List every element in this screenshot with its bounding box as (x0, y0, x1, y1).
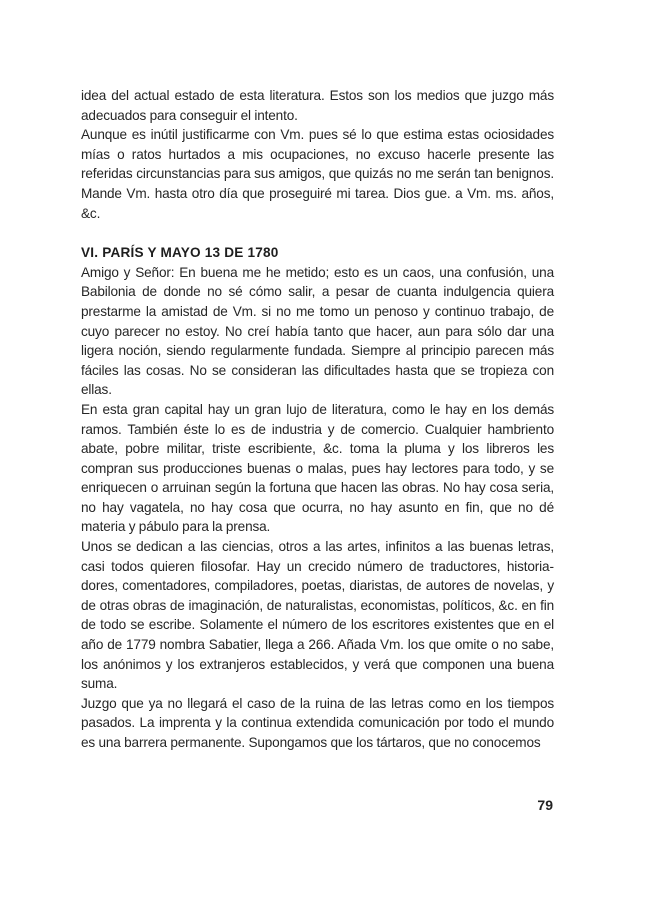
paragraph-capital-literature: En esta gran capital hay un gran lujo de literatura, como le hay en los demás ramos. También éste lo es de industria y de comercio. Cualquier hambriento abate, pobre militar, triste escribiente, &c. toma la pluma y los libreros les compran sus producciones buenas o malas, pues hay lectores para todo, y se enriquecen o arruinan según la fortuna que hacen las obras. No hay cosa seria, no hay vagatela, no hay cosa que ocurra, no hay asunto en fin, que no dé materia y pábulo para la prensa. (81, 401, 554, 535)
section-heading: VI. PARÍS Y MAYO 13 DE 1780 (81, 245, 279, 261)
paragraph-writers: Unos se dedican a las ciencias, otros a las artes, infinitos a las buenas letras, casi todos quieren filosofar. Hay un crecido número de traductores, historiadores, comentadores, compiladores, poetas, diaristas, de autores de novelas, y de otras obras de imaginación, de naturalistas, economistas, políticos, &c. en fin de todo se escribe. Solamente el número de los escritores existentes que en el año de 1779 nombra Sabatier, llega a 266. Añada Vm. los que omite o no sabe, los anónimos y los extranjeros establecidos, y verá que componen una buena suma. (81, 539, 554, 692)
paragraph-closing-letter: Aunque es inútil justificarme con Vm. pues sé lo que estima estas ociosidades mías o ratos hurtados a mis ocupaciones, no excuso hacerle presente las referidas circunstancias para sus amigos, que quizás no me serán tan benignos. Mande Vm. hasta otro día que proseguiré mi tarea. Dios gue. a Vm. ms. años, &c. (81, 127, 554, 221)
page-number: 79 (537, 797, 553, 813)
page-body (81, 86, 554, 753)
paragraph-greeting: Amigo y Señor: En buena me he metido; esto es un caos, una confusión, una Babilonia de donde no sé cómo salir, a pesar de cuanta indulgencia quiera prestarme la amistad de Vm. si no me tomo un penoso y continuo trabajo, de cuyo parecer no estoy. No creí había tanto que hacer, aun para sólo dar una ligera noción, siendo regularmente fundada. Siempre al principio parecen más fáciles las cosas. No se consideran las dificultades hasta que se tropieza con ellas. (81, 264, 554, 398)
paragraph-ruin-of-letters: Juzgo que ya no llegará el caso de la ruina de las letras como en los tiempos pasados. La imprenta y la continua extendida comunicación por todo el mundo es una barrera permanente. Supongamos que los tártaros, que no conocemos (81, 695, 554, 750)
paragraph-continuation: idea del actual estado de esta literatura. Estos son los medios que juzgo más adecuados para conseguir el intento. (81, 88, 554, 123)
